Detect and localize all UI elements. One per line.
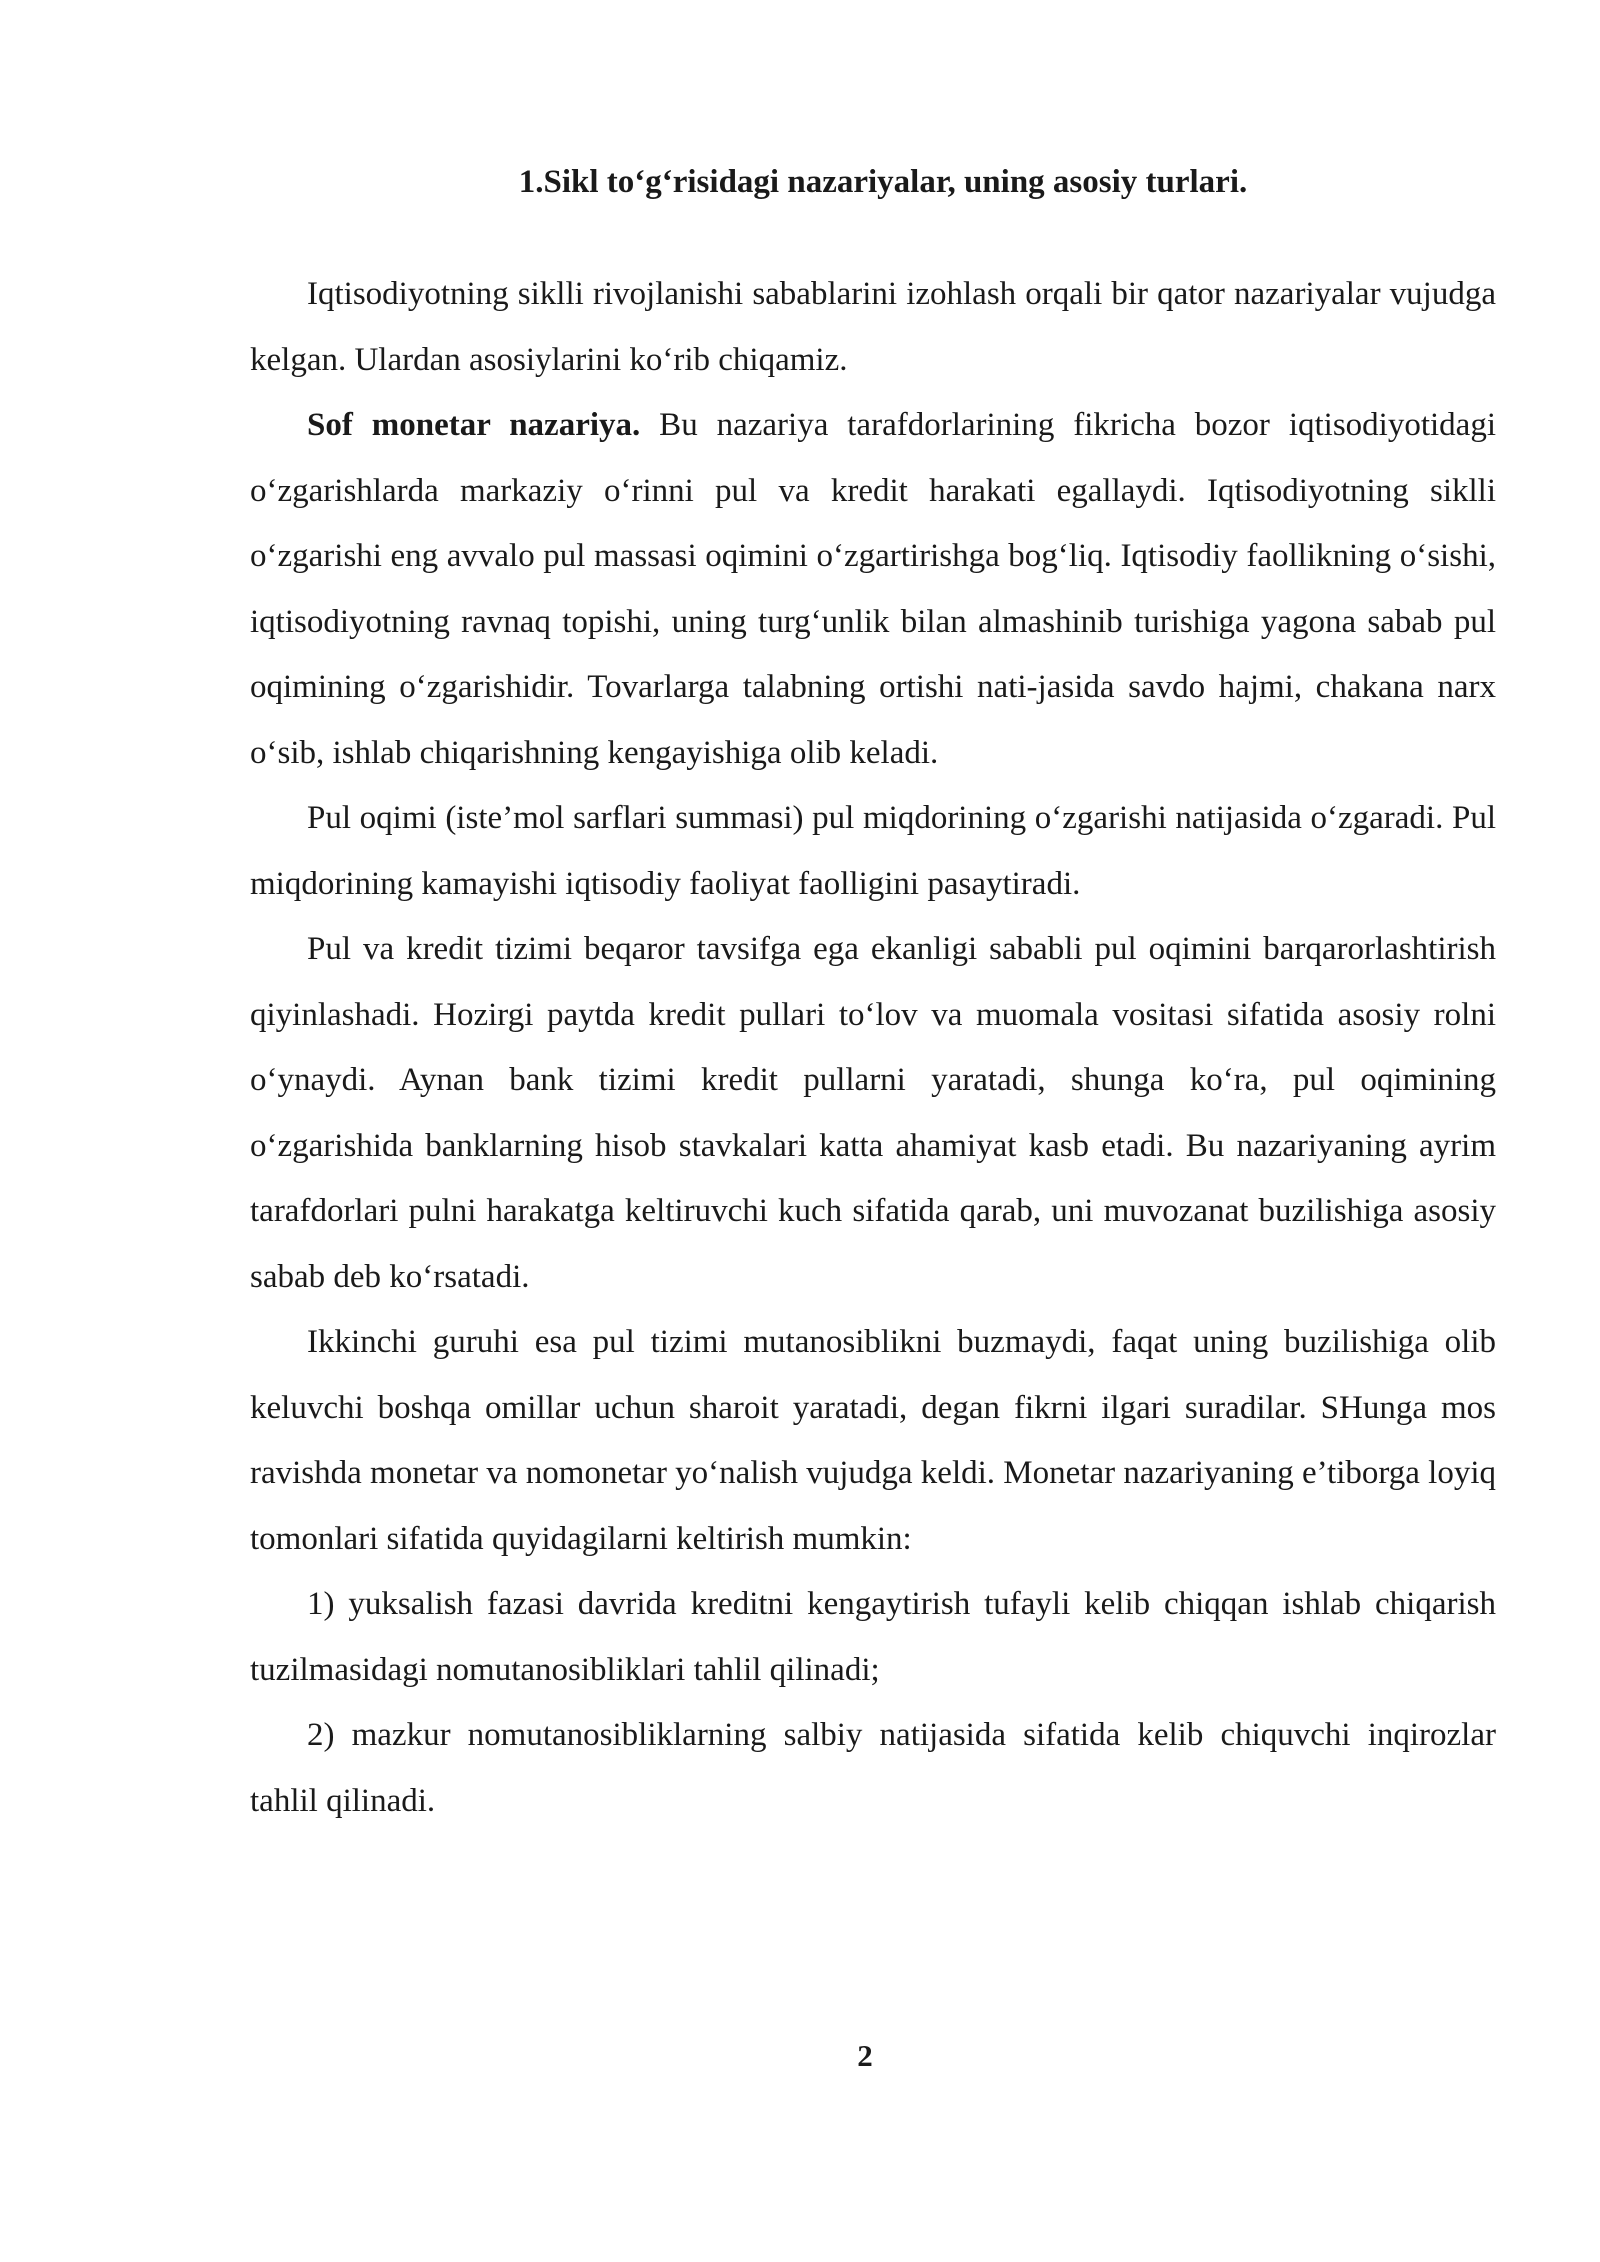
paragraph-text: Bu nazariya tarafdorlarining fikricha bozor iqtisodiyotidagi o‘zgarishlarda markaziy o‘rinni pul va kredit harakati egallaydi. Iqtisodiyotning siklli o‘zgarishi eng avvalo pul massasi oqimini o‘zgartirishga bog‘liq. Iqtisodiy faollikning o‘sishi, iqtisodiyotning ravnaq topishi, uning turg‘unlik bilan almashinib turishiga yagona sabab pul oqimining o‘zgarishidir. Tovarlarga talabning ortishi nati-jasida savdo hajmi, chakana narx o‘sib, ishlab chiqarishning kengayishiga olib keladi. — [250, 407, 1496, 771]
paragraph-monetary-theory — [250, 393, 1496, 786]
list-item-1 — [250, 1572, 1496, 1703]
list-item-2 — [250, 1703, 1496, 1834]
paragraph-text: Iqtisodiyotning siklli rivojlanishi sabablarini izohlash orqali bir qator nazariyalar vujudga kelgan. Ulardan asosiylarini ko‘rib chiqamiz. — [250, 276, 1496, 378]
section-heading: 1.Sikl to‘g‘risidagi nazariyalar, uning asosiy turlari. — [518, 164, 1248, 200]
paragraph-lead: Sof monetar nazariya. — [307, 407, 641, 443]
paragraph-text: Pul va kredit tizimi beqaror tavsifga ega ekanligi sababli pul oqimini barqarorlashtirish qiyinlashadi. Hozirgi paytda kredit pullari to‘lov va muomala vositasi sifatida asosiy rolni o‘ynaydi. Aynan bank tizimi kredit pullarni yaratadi, shunga ko‘ra, pul oqimining o‘zgarishida banklarning hisob stavkalari katta ahamiyat kasb etadi. Bu nazariyaning ayrim tarafdorlari pulni harakatga keltiruvchi kuch sifatida qarab, uni muvozanat buzilishiga asosiy sabab deb ko‘rsatadi. — [250, 931, 1496, 1295]
paragraph-intro — [250, 262, 1496, 393]
paragraph-text: 2) mazkur nomutanosibliklarning salbiy natijasida sifatida kelib chiquvchi inqirozlar tahlil qilinadi. — [250, 1717, 1496, 1819]
paragraph-second-group — [250, 1310, 1496, 1572]
paragraph-text: Ikkinchi guruhi esa pul tizimi mutanosiblikni buzmaydi, faqat uning buzilishiga olib keluvchi boshqa omillar uchun sharoit yaratadi, degan fikrni ilgari suradilar. SHunga mos ravishda monetar va nomonetar yo‘nalish vujudga keldi. Monetar nazariyaning e’tiborga loyiq tomonlari sifatida quyidagilarni keltirish mumkin: — [250, 1324, 1497, 1557]
page-number: 2 — [857, 2038, 873, 2073]
document-page — [250, 158, 1496, 1834]
paragraph-money-flow — [250, 786, 1496, 917]
paragraph-text: Pul oqimi (iste’mol sarflari summasi) pul miqdorining o‘zgarishi natijasida o‘zgaradi. Pul miqdorining kamayishi iqtisodiy faoliyat faolligini pasaytiradi. — [250, 800, 1496, 902]
paragraph-credit-system — [250, 917, 1496, 1310]
paragraph-text: 1) yuksalish fazasi davrida kreditni kengaytirish tufayli kelib chiqqan ishlab chiqarish tuzilmasidagi nomutanosibliklari tahlil qilinadi; — [250, 1586, 1496, 1688]
